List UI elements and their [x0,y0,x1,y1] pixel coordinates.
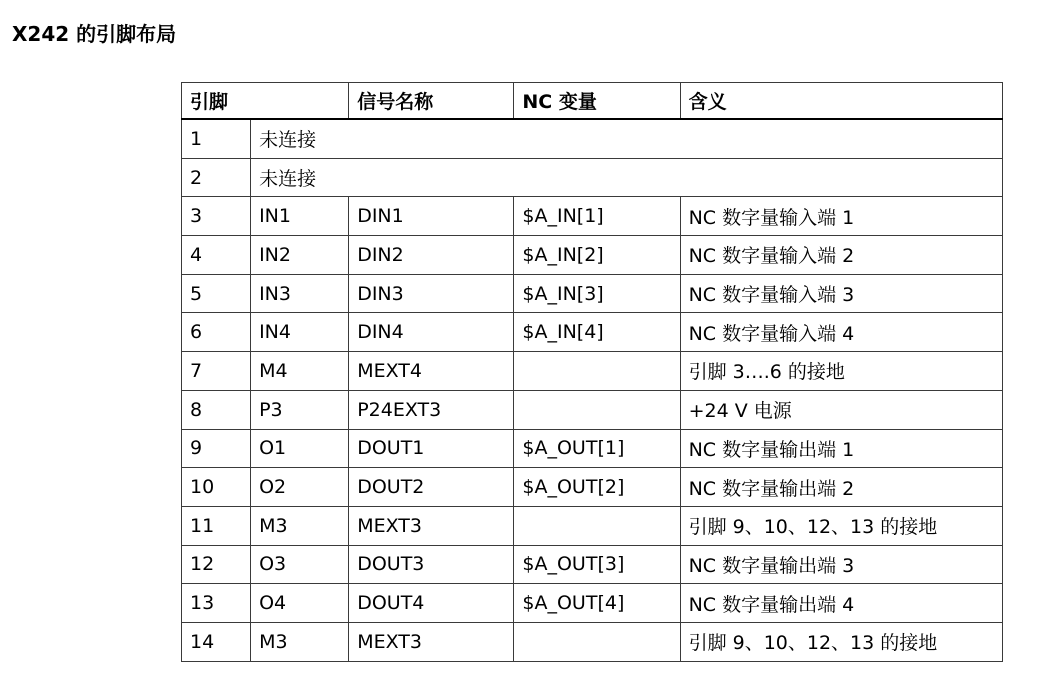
nc-variable-cell [514,506,680,545]
meaning-cell: NC 数字量输入端 3 [680,274,1002,313]
pin-short-name-cell: M3 [251,622,349,661]
signal-name-cell: DIN1 [349,197,514,236]
meaning-cell: NC 数字量输出端 2 [680,468,1002,507]
pin-number-cell: 13 [182,584,251,623]
pin-number-cell: 9 [182,429,251,468]
nc-variable-cell: $A_IN[1] [514,197,680,236]
pin-number-cell: 10 [182,468,251,507]
meaning-cell: NC 数字量输入端 1 [680,197,1002,236]
nc-variable-cell: $A_IN[2] [514,236,680,275]
signal-name-cell: DOUT4 [349,584,514,623]
meaning-cell: 引脚 9、10、12、13 的接地 [680,622,1002,661]
nc-variable-cell [514,352,680,391]
nc-variable-cell: $A_OUT[4] [514,584,680,623]
pin-number-cell: 8 [182,390,251,429]
pin-number-cell: 5 [182,274,251,313]
table-row [182,158,1003,197]
meaning-cell: NC 数字量输出端 3 [680,545,1002,584]
table-body [182,119,1003,661]
pin-short-name-cell: O2 [251,468,349,507]
signal-name-cell: MEXT4 [349,352,514,391]
pin-assignment-table [181,82,1003,662]
pin-short-name-cell: IN2 [251,236,349,275]
pin-number-cell: 4 [182,236,251,275]
header-pin: 引脚 [182,83,349,120]
pin-short-name-cell: M4 [251,352,349,391]
nc-variable-cell: $A_IN[3] [514,274,680,313]
table-row [182,622,1003,661]
meaning-cell: NC 数字量输入端 4 [680,313,1002,352]
nc-variable-cell: $A_OUT[1] [514,429,680,468]
signal-name-cell: DIN2 [349,236,514,275]
signal-name-cell: DOUT3 [349,545,514,584]
pin-number-cell: 12 [182,545,251,584]
table-header [182,83,1003,120]
pin-short-name-cell: P3 [251,390,349,429]
pin-short-name-cell: IN4 [251,313,349,352]
header-row [182,83,1003,120]
table-row [182,352,1003,391]
signal-name-cell: DIN4 [349,313,514,352]
table-row [182,390,1003,429]
meaning-cell: +24 V 电源 [680,390,1002,429]
meaning-cell: 引脚 3….6 的接地 [680,352,1002,391]
not-connected-cell: 未连接 [251,158,1003,197]
table-row [182,429,1003,468]
signal-name-cell: P24EXT3 [349,390,514,429]
header-nc-variable: NC 变量 [514,83,680,120]
pin-short-name-cell: O3 [251,545,349,584]
pin-number-cell: 1 [182,119,251,158]
nc-variable-cell [514,622,680,661]
document-title: X242 的引脚布局 [12,22,177,46]
pin-number-cell: 6 [182,313,251,352]
table-row [182,313,1003,352]
nc-variable-cell: $A_OUT[3] [514,545,680,584]
meaning-cell: 引脚 9、10、12、13 的接地 [680,506,1002,545]
pin-number-cell: 3 [182,197,251,236]
pin-short-name-cell: O4 [251,584,349,623]
table-row [182,506,1003,545]
signal-name-cell: DOUT2 [349,468,514,507]
signal-name-cell: MEXT3 [349,622,514,661]
signal-name-cell: MEXT3 [349,506,514,545]
nc-variable-cell [514,390,680,429]
header-signal-name: 信号名称 [349,83,514,120]
pin-short-name-cell: M3 [251,506,349,545]
table-row [182,468,1003,507]
pin-number-cell: 11 [182,506,251,545]
pin-number-cell: 7 [182,352,251,391]
table-row [182,197,1003,236]
table-row [182,119,1003,158]
pin-short-name-cell: O1 [251,429,349,468]
pin-short-name-cell: IN3 [251,274,349,313]
pin-short-name-cell: IN1 [251,197,349,236]
not-connected-cell: 未连接 [251,119,1003,158]
meaning-cell: NC 数字量输入端 2 [680,236,1002,275]
signal-name-cell: DIN3 [349,274,514,313]
meaning-cell: NC 数字量输出端 4 [680,584,1002,623]
header-meaning: 含义 [680,83,1002,120]
signal-name-cell: DOUT1 [349,429,514,468]
meaning-cell: NC 数字量输出端 1 [680,429,1002,468]
table-row [182,584,1003,623]
pin-number-cell: 14 [182,622,251,661]
pin-number-cell: 2 [182,158,251,197]
nc-variable-cell: $A_OUT[2] [514,468,680,507]
nc-variable-cell: $A_IN[4] [514,313,680,352]
table-row [182,236,1003,275]
table-row [182,545,1003,584]
table-row [182,274,1003,313]
